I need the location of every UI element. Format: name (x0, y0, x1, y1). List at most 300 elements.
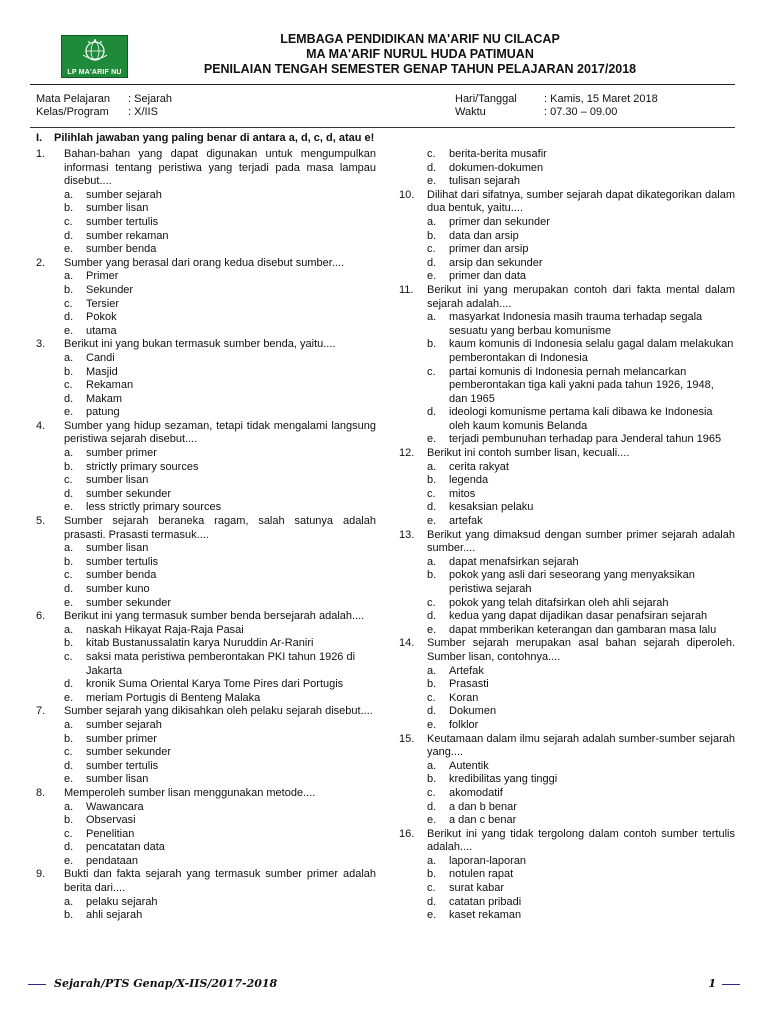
answer-option (427, 433, 735, 447)
footer-label: Sejarah/PTS Genap/X-IIS/2017-2018 (54, 977, 278, 990)
answer-option (64, 569, 376, 583)
answer-option (64, 651, 376, 678)
question-text: Memperoleh sumber lisan menggunakan metode.... (64, 786, 316, 799)
option-text: masyarkat Indonesia masih trauma terhadap segala sesuatu yang berbau komunisme (449, 311, 703, 337)
option-letter: e. (427, 814, 437, 827)
question-number: 9. (36, 868, 46, 881)
answer-option (64, 202, 376, 216)
answer-option (64, 366, 376, 380)
option-letter: c. (64, 215, 73, 228)
option-text: kaset rekaman (449, 909, 522, 922)
exam-info-right (455, 93, 735, 121)
option-list (399, 855, 735, 923)
answer-option (64, 692, 376, 706)
option-text: sumber kuno (86, 583, 150, 595)
answer-option (427, 610, 735, 624)
option-list (36, 719, 376, 787)
option-letter: d. (64, 487, 74, 500)
answer-option (427, 556, 735, 570)
answer-option (427, 406, 735, 433)
option-letter: c. (64, 474, 73, 487)
question-number: 11. (399, 283, 414, 296)
question-text: Bukti dan fakta sejarah yang termasuk sumber primer adalah berita dari.... (64, 868, 376, 895)
option-list (399, 461, 735, 529)
class-value: : X/IIS (128, 106, 158, 118)
option-text: meriam Portugis di Benteng Malaka (86, 691, 261, 704)
option-text: sumber sekunder (86, 746, 171, 759)
question-number: 4. (36, 419, 46, 432)
answer-option (64, 406, 376, 420)
question-number: 12. (399, 447, 415, 460)
subject-label: Mata Pelajaran (36, 93, 110, 105)
option-letter: b. (64, 283, 74, 296)
question-text: Berikut ini yang merupakan contoh dari fakta mental dalam sejarah adalah.... (427, 283, 735, 310)
answer-option (64, 624, 376, 638)
answer-option (427, 801, 735, 815)
question-column-right (399, 148, 735, 923)
question-item (399, 529, 735, 638)
answer-option (427, 175, 735, 189)
answer-option (64, 284, 376, 298)
question-item (36, 257, 376, 339)
option-letter: c. (427, 882, 436, 895)
option-letter: b. (64, 637, 74, 650)
option-letter: a. (427, 215, 437, 228)
logo (61, 35, 128, 78)
option-letter: d. (427, 705, 437, 718)
option-text: folklor (449, 718, 479, 731)
option-letter: b. (427, 773, 437, 786)
answer-option (64, 828, 376, 842)
globe-emblem-icon (80, 38, 110, 64)
question-number: 2. (36, 256, 46, 269)
option-text: pokok yang asli dari seseorang yang menyaksikan peristiwa sejarah (449, 569, 695, 595)
question-number: 8. (36, 786, 46, 799)
answer-option (64, 733, 376, 747)
answer-option (64, 909, 376, 923)
option-letter: e. (427, 515, 437, 528)
option-text: strictly primary sources (86, 460, 199, 473)
option-letter: b. (427, 229, 437, 242)
question-stem (36, 420, 376, 447)
option-letter: b. (64, 555, 74, 568)
option-text: Primer (86, 270, 119, 283)
option-letter: e. (427, 623, 437, 636)
question-text: Berikut ini yang bukan termasuk sumber benda, yaitu.... (64, 338, 336, 351)
question-stem (399, 828, 735, 855)
option-letter: e. (64, 596, 74, 609)
answer-option (64, 447, 376, 461)
answer-option (427, 882, 735, 896)
option-letter: b. (64, 814, 74, 827)
question-item (36, 420, 376, 515)
option-letter: c. (427, 148, 436, 160)
answer-option (427, 230, 735, 244)
time-label: Waktu (455, 106, 486, 118)
option-letter: c. (64, 827, 73, 840)
answer-option (64, 488, 376, 502)
option-text: pendataan (86, 854, 138, 867)
header-divider (30, 84, 735, 85)
question-text: Berikut ini yang termasuk sumber benda bersejarah adalah.... (64, 610, 365, 623)
answer-option (427, 760, 735, 774)
option-text: kedua yang dapat dijadikan dasar penafsiran sejarah (449, 610, 708, 623)
answer-option (427, 896, 735, 910)
option-letter: e. (427, 909, 437, 922)
option-letter: d. (64, 759, 74, 772)
option-text: artefak (449, 515, 483, 528)
option-text: dapat menafsirkan sejarah (449, 555, 579, 568)
answer-option (64, 325, 376, 339)
answer-option (64, 597, 376, 611)
footer-dash-right (722, 984, 740, 985)
option-text: ahli sejarah (86, 909, 143, 922)
question-stem (36, 338, 376, 352)
option-text: Prasasti (449, 678, 489, 691)
option-letter: a. (427, 854, 437, 867)
option-letter: a. (64, 270, 74, 283)
option-letter: b. (64, 460, 74, 473)
option-letter: a. (64, 895, 74, 908)
option-list (399, 556, 735, 638)
question-number: 13. (399, 528, 415, 541)
option-text: primer dan data (449, 270, 527, 283)
answer-option (427, 366, 735, 407)
answer-option (427, 270, 735, 284)
question-number: 16. (399, 827, 415, 840)
answer-option (64, 773, 376, 787)
option-text: pokok yang telah ditafsirkan oleh ahli sejarah (449, 596, 669, 609)
option-list (399, 216, 735, 284)
date-label: Hari/Tanggal (455, 93, 517, 105)
option-text: less strictly primary sources (86, 501, 222, 514)
option-text: sumber rekaman (86, 229, 169, 242)
answer-option (427, 597, 735, 611)
option-letter: e. (64, 773, 74, 786)
subject-value: : Sejarah (128, 93, 173, 105)
answer-option (427, 814, 735, 828)
question-item (399, 828, 735, 923)
answer-option (64, 230, 376, 244)
option-letter: d. (427, 610, 437, 623)
date-value: : Kamis, 15 Maret 2018 (544, 93, 658, 105)
option-text: Autentik (449, 759, 489, 772)
option-letter: a. (427, 311, 437, 324)
question-text: Keutamaan dalam ilmu sejarah adalah sumber-sumber sejarah yang.... (427, 732, 735, 759)
option-text: kaum komunis di Indonesia selalu gagal dalam melakukan pemberontakan di Indonesia (449, 338, 734, 364)
option-text: laporan-laporan (449, 854, 527, 867)
answer-option (64, 216, 376, 230)
option-letter: a. (64, 718, 74, 731)
page-footer (28, 977, 740, 993)
option-letter: c. (64, 297, 73, 310)
question-stem (399, 529, 735, 556)
answer-option (427, 868, 735, 882)
question-stem (36, 705, 376, 719)
option-list (399, 311, 735, 447)
answer-option (427, 692, 735, 706)
option-text: Masjid (86, 365, 118, 378)
question-text: Bahan-bahan yang dapat digunakan untuk mengumpulkan informasi tentang peristiwa yang terjadi pada masa lampau disebut.... (64, 148, 376, 188)
option-list (36, 624, 376, 706)
option-letter: a. (64, 447, 74, 460)
question-text: Dilihat dari sifatnya, sumber sejarah dapat dikategorikan dalam dua bentuk, yaitu.... (427, 188, 735, 215)
option-letter: d. (64, 229, 74, 242)
option-text: Koran (449, 691, 479, 704)
exam-title: PENILAIAN TENGAH SEMESTER GENAP TAHUN PELAJARAN 2017/2018 (203, 62, 637, 76)
option-text: catatan pribadi (449, 895, 522, 908)
option-list (36, 542, 376, 610)
answer-option (427, 855, 735, 869)
page-number: 1 (708, 977, 716, 990)
answer-option (64, 556, 376, 570)
option-text: Makam (86, 392, 123, 405)
option-text: sumber primer (86, 732, 157, 745)
answer-option (64, 814, 376, 828)
answer-option (64, 189, 376, 203)
answer-option (427, 501, 735, 515)
answer-option (427, 705, 735, 719)
answer-option (427, 461, 735, 475)
option-letter: c. (64, 650, 73, 663)
answer-option (64, 298, 376, 312)
question-text: Sumber yang hidup sezaman, tetapi tidak mengalami langsung peristiwa sejarah disebut.... (64, 419, 376, 446)
option-text: a dan b benar (449, 800, 517, 813)
option-letter: b. (64, 732, 74, 745)
answer-option (64, 583, 376, 597)
answer-option (64, 243, 376, 257)
question-item (36, 705, 376, 787)
footer-dash-left (28, 984, 46, 985)
question-text: Berikut yang dimaksud dengan sumber primer sejarah adalah sumber.... (427, 528, 735, 555)
option-letter: c. (64, 569, 73, 582)
option-letter: d. (427, 406, 437, 419)
question-text: Sumber sejarah merupakan asal bahan sejarah diperoleh. Sumber lisan, contohnya.... (427, 637, 735, 663)
question-item (399, 637, 735, 732)
question-stem (399, 284, 735, 311)
option-letter: e. (64, 691, 74, 704)
question-stem (36, 787, 376, 801)
option-list (36, 801, 376, 869)
option-letter: d. (64, 678, 74, 691)
option-letter: e. (427, 175, 437, 188)
option-text: sumber lisan (86, 474, 149, 487)
option-letter: c. (427, 786, 436, 799)
option-text: pencatatan data (86, 841, 165, 854)
option-letter: d. (427, 895, 437, 908)
question-text: Berikut ini contoh sumber lisan, kecuali.... (427, 447, 630, 460)
option-letter: e. (427, 433, 437, 446)
option-text: Penelitian (86, 827, 135, 840)
option-text: sumber lisan (86, 542, 149, 555)
option-letter: b. (64, 202, 74, 215)
option-text: sumber sejarah (86, 188, 162, 201)
answer-option (427, 311, 735, 338)
answer-option (427, 665, 735, 679)
option-letter: a. (427, 664, 437, 677)
option-letter: c. (427, 487, 436, 500)
option-list (36, 189, 376, 257)
question-text: Sumber yang berasal dari orang kedua disebut sumber.... (64, 256, 345, 269)
question-text: Sumber sejarah yang dikisahkan oleh pelaku sejarah disebut.... (64, 705, 373, 718)
option-text: terjadi pembunuhan terhadap para Jenderal tahun 1965 (449, 433, 722, 446)
time-value: : 07.30 – 09.00 (544, 106, 618, 118)
answer-option (64, 393, 376, 407)
question-number: 1. (36, 148, 46, 160)
option-letter: e. (64, 406, 74, 419)
option-letter: b. (64, 365, 74, 378)
question-item (399, 733, 735, 828)
class-label: Kelas/Program (36, 106, 109, 118)
answer-option (64, 896, 376, 910)
option-letter: d. (64, 583, 74, 595)
answer-option (427, 678, 735, 692)
answer-option (64, 637, 376, 651)
option-letter: c. (427, 691, 436, 704)
answer-option (64, 719, 376, 733)
option-letter: e. (427, 718, 437, 731)
answer-option (64, 379, 376, 393)
option-text: data dan arsip (449, 229, 519, 242)
option-letter: b. (64, 909, 74, 922)
question-number: 6. (36, 610, 46, 623)
answer-option (64, 461, 376, 475)
option-letter: a. (64, 188, 74, 201)
question-stem (36, 610, 376, 624)
answer-option (427, 148, 735, 162)
option-letter: d. (64, 841, 74, 854)
option-text: tulisan sejarah (449, 175, 520, 188)
option-text: kesaksian pelaku (449, 501, 534, 514)
option-text: surat kabar (449, 882, 505, 895)
option-text: Dokumen (449, 705, 497, 718)
option-text: partai komunis di Indonesia pernah melancarkan pemberontakan tiga kali yakni pada tahun 1926, 1948, dan 1965 (449, 365, 714, 405)
answer-option (64, 542, 376, 556)
option-letter: d. (64, 311, 74, 324)
answer-option (64, 501, 376, 515)
option-text: sumber lisan (86, 773, 149, 786)
answer-option (64, 841, 376, 855)
option-text: primer dan arsip (449, 243, 529, 256)
option-letter: d. (427, 256, 437, 269)
option-text: dokumen-dokumen (449, 161, 544, 174)
question-item (36, 148, 376, 257)
option-letter: a. (64, 542, 74, 555)
option-letter: c. (427, 365, 436, 378)
option-letter: b. (427, 474, 437, 487)
answer-option (427, 243, 735, 257)
option-text: sumber tertulis (86, 759, 159, 772)
option-letter: e. (64, 324, 74, 337)
option-text: mitos (449, 487, 476, 500)
answer-option (64, 311, 376, 325)
option-letter: a. (64, 351, 74, 364)
answer-option (427, 719, 735, 733)
answer-option (427, 216, 735, 230)
option-text: akomodatif (449, 786, 503, 799)
answer-option (427, 624, 735, 638)
option-text: sumber sejarah (86, 718, 162, 731)
answer-option (427, 773, 735, 787)
institution-title: LEMBAGA PENDIDIKAN MA'ARIF NU CILACAP (280, 32, 560, 46)
option-text: kitab Bustanussalatin karya Nuruddin Ar-Raniri (86, 637, 314, 650)
answer-option (64, 474, 376, 488)
question-text: Berikut ini yang tidak tergolong dalam contoh sumber tertulis adalah.... (427, 827, 735, 854)
question-item (36, 787, 376, 869)
option-text: legenda (449, 474, 489, 487)
answer-option (64, 855, 376, 869)
question-stem (36, 257, 376, 271)
question-number: 5. (36, 515, 46, 528)
question-item (399, 447, 735, 529)
option-text: cerita rakyat (449, 460, 509, 473)
option-text: Pokok (86, 311, 117, 324)
exam-info-left (36, 93, 376, 121)
option-text: Artefak (449, 664, 484, 677)
question-item (399, 284, 735, 447)
option-text: sumber sekunder (86, 596, 171, 609)
option-letter: c. (427, 596, 436, 609)
answer-option (64, 270, 376, 284)
option-letter: c. (427, 243, 436, 256)
option-letter: a. (427, 759, 437, 772)
answer-option (427, 515, 735, 529)
option-letter: d. (427, 501, 437, 514)
option-letter: d. (427, 161, 437, 174)
option-text: sumber primer (86, 447, 157, 460)
option-text: notulen rapat (449, 868, 514, 881)
section-number: I. (36, 132, 43, 144)
answer-option (64, 678, 376, 692)
question-stem (36, 868, 376, 895)
question-item (36, 515, 376, 610)
answer-option (427, 569, 735, 596)
option-text: sumber sekunder (86, 487, 171, 500)
option-text: Rekaman (86, 379, 134, 392)
option-text: Wawancara (86, 800, 144, 813)
option-list (36, 270, 376, 338)
option-letter: d. (64, 392, 74, 405)
question-item (399, 189, 735, 284)
question-stem (36, 148, 376, 189)
option-text: pelaku sejarah (86, 895, 158, 908)
answer-option (427, 474, 735, 488)
option-letter: b. (427, 338, 437, 351)
option-text: primer dan sekunder (449, 215, 550, 228)
section-text: Pilihlah jawaban yang paling benar di antara a, d, c, d, atau e! (54, 132, 375, 144)
option-text: sumber lisan (86, 202, 149, 215)
info-divider (30, 127, 735, 128)
answer-option (427, 488, 735, 502)
answer-option (64, 746, 376, 760)
option-text: patung (86, 406, 120, 419)
question-number: 3. (36, 338, 46, 351)
question-stem (399, 189, 735, 216)
option-text: kronik Suma Oriental Karya Tome Pires dari Portugis (86, 678, 344, 691)
option-letter: b. (427, 868, 437, 881)
answer-option (427, 338, 735, 365)
option-text: saksi mata peristiwa pemberontakan PKI tahun 1926 di Jakarta (86, 650, 356, 677)
option-letter: b. (427, 569, 437, 582)
option-letter: e. (64, 501, 74, 514)
option-letter: a. (64, 623, 74, 636)
school-title: MA MA'ARIF NURUL HUDA PATIMUAN (306, 47, 534, 61)
question-stem (399, 637, 735, 664)
option-letter: e. (427, 270, 437, 283)
answer-option (427, 909, 735, 923)
question-item (36, 868, 376, 922)
option-letter: a. (64, 800, 74, 813)
